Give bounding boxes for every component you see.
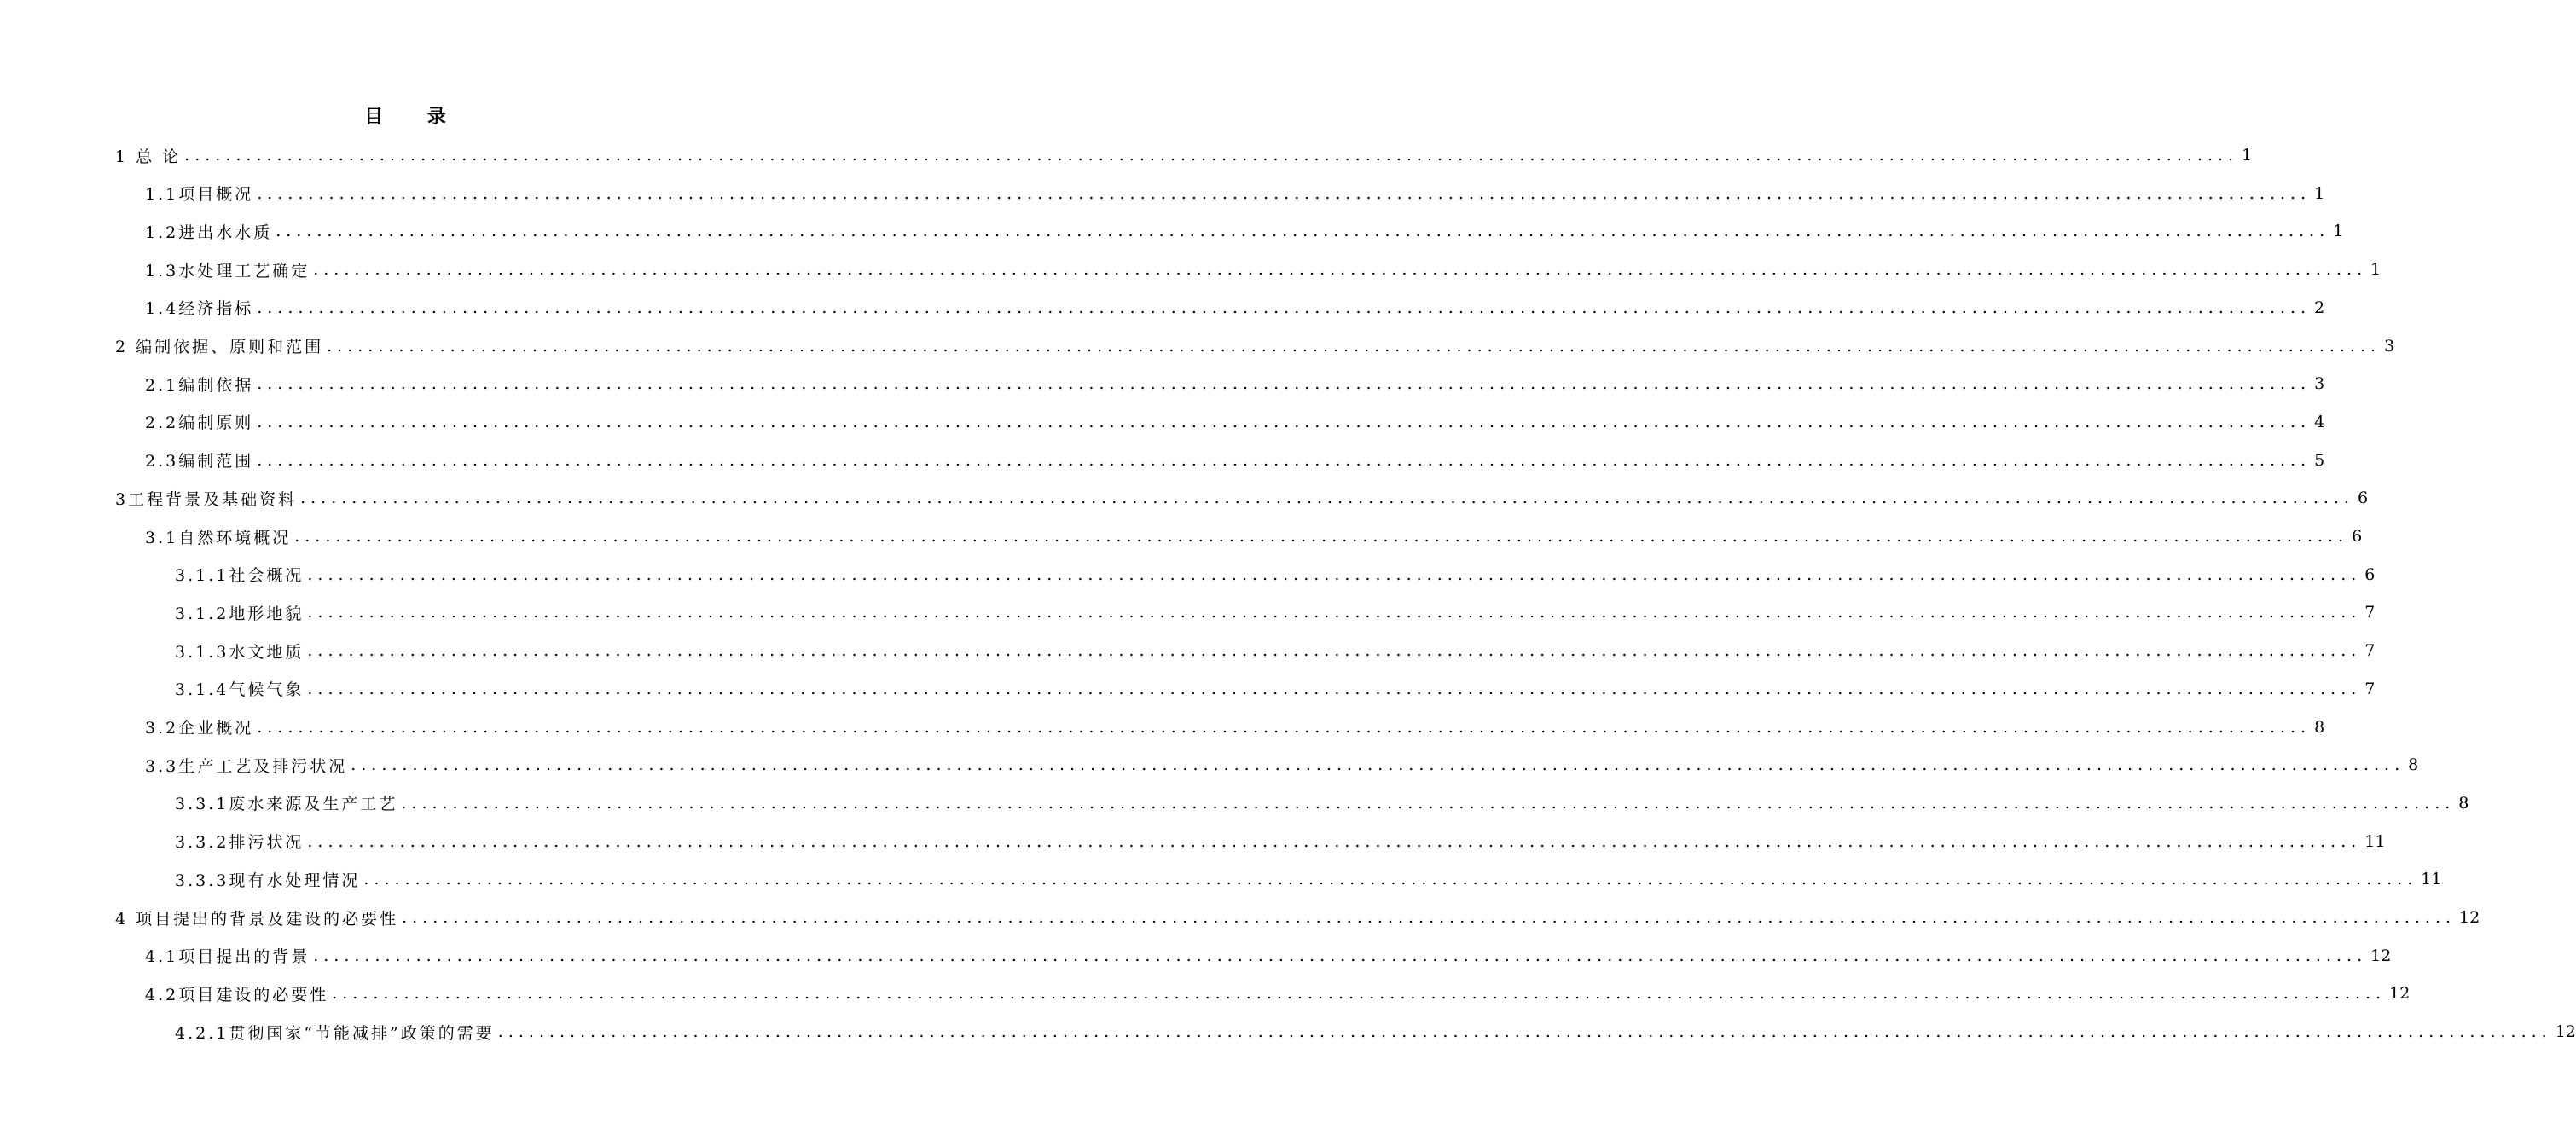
toc-entry-label: 4.2.1贯彻国家“节能减排”政策的需要 <box>175 1023 495 1043</box>
toc-leader-dots: ........................................................................................................................................................................................................ <box>497 1022 2552 1042</box>
toc-entry[interactable] <box>145 212 2344 250</box>
toc-entry[interactable] <box>145 251 2382 288</box>
toc-leader-dots: ........................................................................................................................................................................................................ <box>257 298 2312 317</box>
toc-entry[interactable] <box>145 289 2325 327</box>
toc-leader-dots: ........................................................................................................................................................................................................ <box>257 183 2312 203</box>
toc-title: 目 录 <box>364 106 465 128</box>
toc-entry-label: 1.4经济指标 <box>145 299 254 319</box>
toc-leader-dots: ........................................................................................................................................................................................................ <box>313 946 2368 965</box>
toc-entry-label: 1 总 论 <box>115 147 182 166</box>
toc-entry-label: 3.1自然环境概况 <box>145 528 292 547</box>
toc-entry-page-number: 4 <box>2314 412 2325 431</box>
toc-entry-page-number: 7 <box>2364 679 2376 698</box>
toc-entry-page-number: 6 <box>2364 564 2376 584</box>
toc-leader-dots: ........................................................................................................................................................................................................ <box>257 450 2312 470</box>
toc-entry[interactable] <box>115 479 2369 517</box>
toc-entry-page-number: 1 <box>2333 222 2344 241</box>
toc-entry[interactable] <box>145 975 2411 1012</box>
toc-leader-dots: ........................................................................................................................................................................................................ <box>300 489 2355 508</box>
toc-leader-dots: ........................................................................................................................................................................................................ <box>184 146 2239 165</box>
toc-entry-page-number: 8 <box>2408 755 2419 775</box>
toc-entry-page-number: 12 <box>2555 1022 2576 1042</box>
toc-leader-dots: ........................................................................................................................................................................................................ <box>307 831 2362 851</box>
toc-leader-dots: ........................................................................................................................................................................................................ <box>307 564 2362 584</box>
toc-entry-page-number: 8 <box>2458 793 2469 813</box>
toc-entry-label: 3.2企业概况 <box>145 719 254 738</box>
toc-leader-dots: ........................................................................................................................................................................................................ <box>313 260 2368 280</box>
toc-leader-dots: ........................................................................................................................................................................................................ <box>257 412 2312 431</box>
toc-entry-page-number: 11 <box>2364 831 2386 851</box>
toc-entry-label: 1.1项目概况 <box>145 185 254 205</box>
toc-leader-dots: ........................................................................................................................................................................................................ <box>327 336 2382 356</box>
toc-leader-dots: ........................................................................................................................................................................................................ <box>332 984 2387 1004</box>
toc-entry[interactable] <box>175 632 2376 669</box>
toc-entry-page-number: 5 <box>2314 450 2325 470</box>
toc-entry-page-number: 7 <box>2364 603 2376 622</box>
toc-entry-label: 1.3水处理工艺确定 <box>145 261 310 281</box>
toc-entry[interactable] <box>175 670 2376 708</box>
toc-entry-page-number: 8 <box>2314 717 2325 737</box>
toc-entry-label: 3.1.3水文地质 <box>175 642 305 662</box>
toc-entry[interactable] <box>145 442 2325 479</box>
toc-entry[interactable] <box>115 136 2253 174</box>
toc-entry[interactable] <box>145 937 2392 975</box>
toc-entry-page-number: 7 <box>2364 641 2376 661</box>
toc-entry-page-number: 12 <box>2459 908 2480 927</box>
toc-entry-label: 3.1.4气候气象 <box>175 680 305 700</box>
toc-entry-label: 3.1.2地形地貌 <box>175 604 305 623</box>
toc-entry-label: 3.3.2排污状况 <box>175 833 305 853</box>
toc-entry-label: 3工程背景及基础资料 <box>115 489 298 509</box>
toc-entry[interactable] <box>175 823 2386 860</box>
toc-entry[interactable] <box>175 860 2442 898</box>
toc-leader-dots: ........................................................................................................................................................................................................ <box>257 717 2312 737</box>
toc-entry-label: 3.1.1社会概况 <box>175 566 305 586</box>
toc-leader-dots: ........................................................................................................................................................................................................ <box>401 793 2456 813</box>
toc-leader-dots: ........................................................................................................................................................................................................ <box>363 870 2418 889</box>
toc-leader-dots: ........................................................................................................................................................................................................ <box>307 641 2362 661</box>
toc-entry-label: 2.1编制依据 <box>145 375 254 395</box>
toc-leader-dots: ........................................................................................................................................................................................................ <box>257 374 2312 394</box>
toc-entry[interactable] <box>145 746 2419 784</box>
toc-leader-dots: ........................................................................................................................................................................................................ <box>402 908 2457 927</box>
toc-entry-label: 4.1项目提出的背景 <box>145 947 310 967</box>
toc-entry-page-number: 6 <box>2358 489 2369 508</box>
toc-leader-dots: ........................................................................................................................................................................................................ <box>351 755 2405 775</box>
toc-entry-page-number: 1 <box>2370 260 2382 280</box>
toc-entry-label: 3.3.3现有水处理情况 <box>175 871 361 890</box>
toc-entry-page-number: 2 <box>2314 298 2325 317</box>
toc-entry[interactable] <box>115 327 2395 365</box>
toc-entry[interactable] <box>145 365 2325 402</box>
toc-entry[interactable] <box>145 175 2325 212</box>
toc-leader-dots: ........................................................................................................................................................................................................ <box>294 527 2349 546</box>
toc-entry-label: 2.2编制原则 <box>145 414 254 433</box>
toc-leader-dots: ........................................................................................................................................................................................................ <box>307 603 2362 622</box>
toc-entry-page-number: 1 <box>2242 146 2253 165</box>
toc-entry[interactable] <box>175 1013 2576 1050</box>
toc-entry-page-number: 6 <box>2352 527 2363 546</box>
toc-entry[interactable] <box>175 784 2469 822</box>
toc-entry-page-number: 12 <box>2370 946 2392 965</box>
toc-entry[interactable] <box>175 556 2376 593</box>
toc-entry-label: 1.2进出水水质 <box>145 223 273 242</box>
toc-entry-label: 3.3生产工艺及排污状况 <box>145 756 348 776</box>
toc-entry[interactable] <box>145 709 2325 746</box>
toc-entry-label: 4.2项目建设的必要性 <box>145 985 329 1004</box>
toc-entry-label: 2.3编制范围 <box>145 452 254 472</box>
toc-entry-label: 2 编制依据、原则和范围 <box>115 338 324 356</box>
toc-entry[interactable] <box>145 403 2325 441</box>
toc-entry-page-number: 3 <box>2314 374 2325 394</box>
toc-entry-label: 3.3.1废水来源及生产工艺 <box>175 795 398 814</box>
toc-leader-dots: ........................................................................................................................................................................................................ <box>276 222 2330 241</box>
toc-entry-page-number: 12 <box>2389 984 2411 1004</box>
toc-entry[interactable] <box>145 518 2363 555</box>
toc-entry-page-number: 11 <box>2421 870 2442 889</box>
toc-entry-page-number: 3 <box>2384 336 2395 356</box>
toc-entry[interactable] <box>175 593 2376 631</box>
toc-entry[interactable] <box>115 899 2480 936</box>
toc-entry-page-number: 1 <box>2314 183 2325 203</box>
toc-leader-dots: ........................................................................................................................................................................................................ <box>307 679 2362 698</box>
toc-entry-label: 4 项目提出的背景及建设的必要性 <box>115 909 399 929</box>
